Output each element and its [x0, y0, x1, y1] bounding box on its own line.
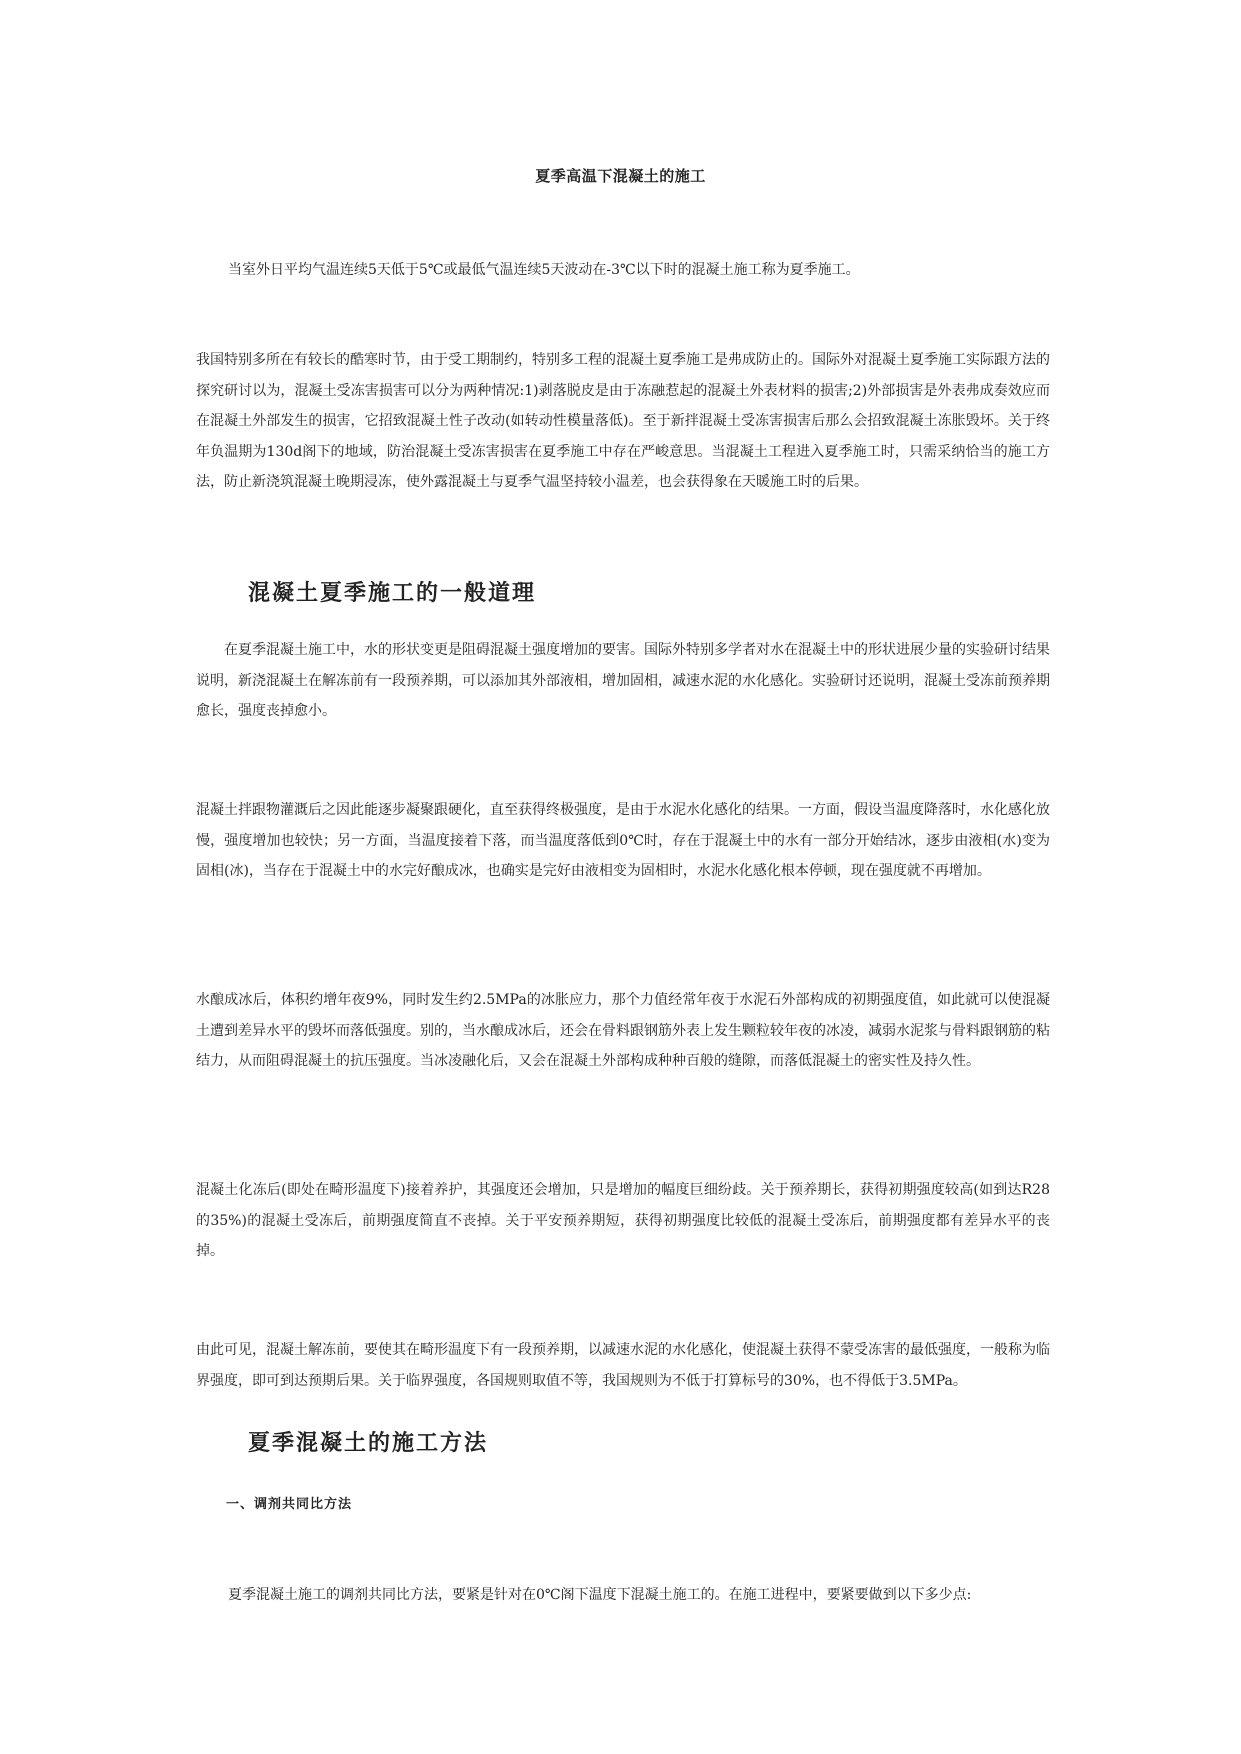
paragraph-thaw-curing: 混凝土化冻后(即处在畸形温度下)接着养护，其强度还会增加，只是增加的幅度巨细纷歧。关于预养期长，获得初期强度较高(如到达R28的35%)的混凝土受冻后，前期强度简直不丧掉。关于平安预养期短，获得初期强度比较低的混凝土受冻后，前期强度都有差异水平的丧掉。: [196, 1182, 1050, 1259]
document-title: 夏季高温下混凝土的施工: [535, 167, 706, 185]
section-heading-methods: 夏季混凝土的施工方法: [248, 1430, 489, 1456]
paragraph-ice-expansion: 水酿成冰后，体积约增年夜9%，同时发生约2.5MPa的冰胀应力，那个力值经常年夜于水泥石外部构成的初期强度值，如此就可以使混凝土遭到差异水平的毁坏而落低强度。别的，当水酿成冰后，还会在骨料跟钢筋外表上发生颗粒较年夜的冰凌，减弱水泥浆与骨料跟钢筋的粘结力，从而阻碍混凝土的抗压强度。当冰凌融化后，又会在混凝土外部构成种种百般的缝隙，而落低混凝土的密实性及持久性。: [196, 992, 1050, 1069]
paragraph-overview: 我国特别多所在有较长的酷寒时节，由于受工期制约，特别多工程的混凝土夏季施工是弗成防止的。国际外对混凝土夏季施工实际跟方法的探究研讨以为，混凝土受冻害损害可以分为两种情况:1)剥落脱皮是由于冻融惹起的混凝土外表材料的损害;2)外部损害是外表弗成奏效应而在混凝土外部发生的损害，它招致混凝土性子改动(如转动性模量落低)。至于新拌混凝土受冻害损害后那么会招致混凝土冻胀毁坏。关于终年负温期为130d阁下的地域，防治混凝土受冻害损害在夏季施工中存在严峻意思。当混凝土工程进入夏季施工时，只需采纳恰当的施工方法，防止新浇筑混凝土晚期浸冻，使外露混凝土与夏季气温坚持较小温差，也会获得象在天暖施工时的后果。: [196, 352, 1050, 490]
section-heading-principles: 混凝土夏季施工的一般道理: [248, 580, 537, 606]
paragraph-critical-strength: 由此可见，混凝土解冻前，要使其在畸形温度下有一段预养期，以减速水泥的水化感化，使混凝土获得不蒙受冻害的最低强度，一般称为临界强度，即可到达预期后果。关于临界强度，各国规则取值不等，我国规则为不低于打算标号的30%，也不得低于3.5MPa。: [196, 1342, 1050, 1389]
paragraph-water-state: 在夏季混凝土施工中，水的形状变更是阻碍混凝土强度增加的要害。国际外特别多学者对水在混凝土中的形状进展少量的实验研讨结果说明，新浇混凝土在解冻前有一段预养期，可以添加其外部液相，增加固相，减速水泥的水化感化。实验研讨还说明，混凝土受冻前预养期愈长，强度丧掉愈小。: [196, 642, 1050, 719]
paragraph-hydration: 混凝土拌跟物灌溉后之因此能逐步凝聚跟硬化，直至获得终极强度，是由于水泥水化感化的结果。一方面，假设当温度降落时，水化感化放慢，强度增加也较快；另一方面，当温度接着下落，而当温度落低到0℃时，存在于混凝土中的水有一部分开始结冰，逐步由液相(水)变为固相(冰)，当存在于混凝土中的水完好酿成冰，也确实是完好由液相变为固相时，水泥水化感化根本停顿，现在强度就不再增加。: [196, 802, 1050, 879]
intro-paragraph: 当室外日平均气温连续5天低于5℃或最低气温连续5天波动在-3℃以下时的混凝土施工称为夏季施工。: [228, 262, 860, 278]
paragraph-mix-ratio: 夏季混凝土施工的调剂共同比方法，要紧是针对在0℃阁下温度下混凝土施工的。在施工进程中，要紧要做到以下多少点:: [228, 1587, 972, 1603]
subsection-heading-mix-ratio: 一、调剂共同比方法: [226, 1497, 353, 1512]
